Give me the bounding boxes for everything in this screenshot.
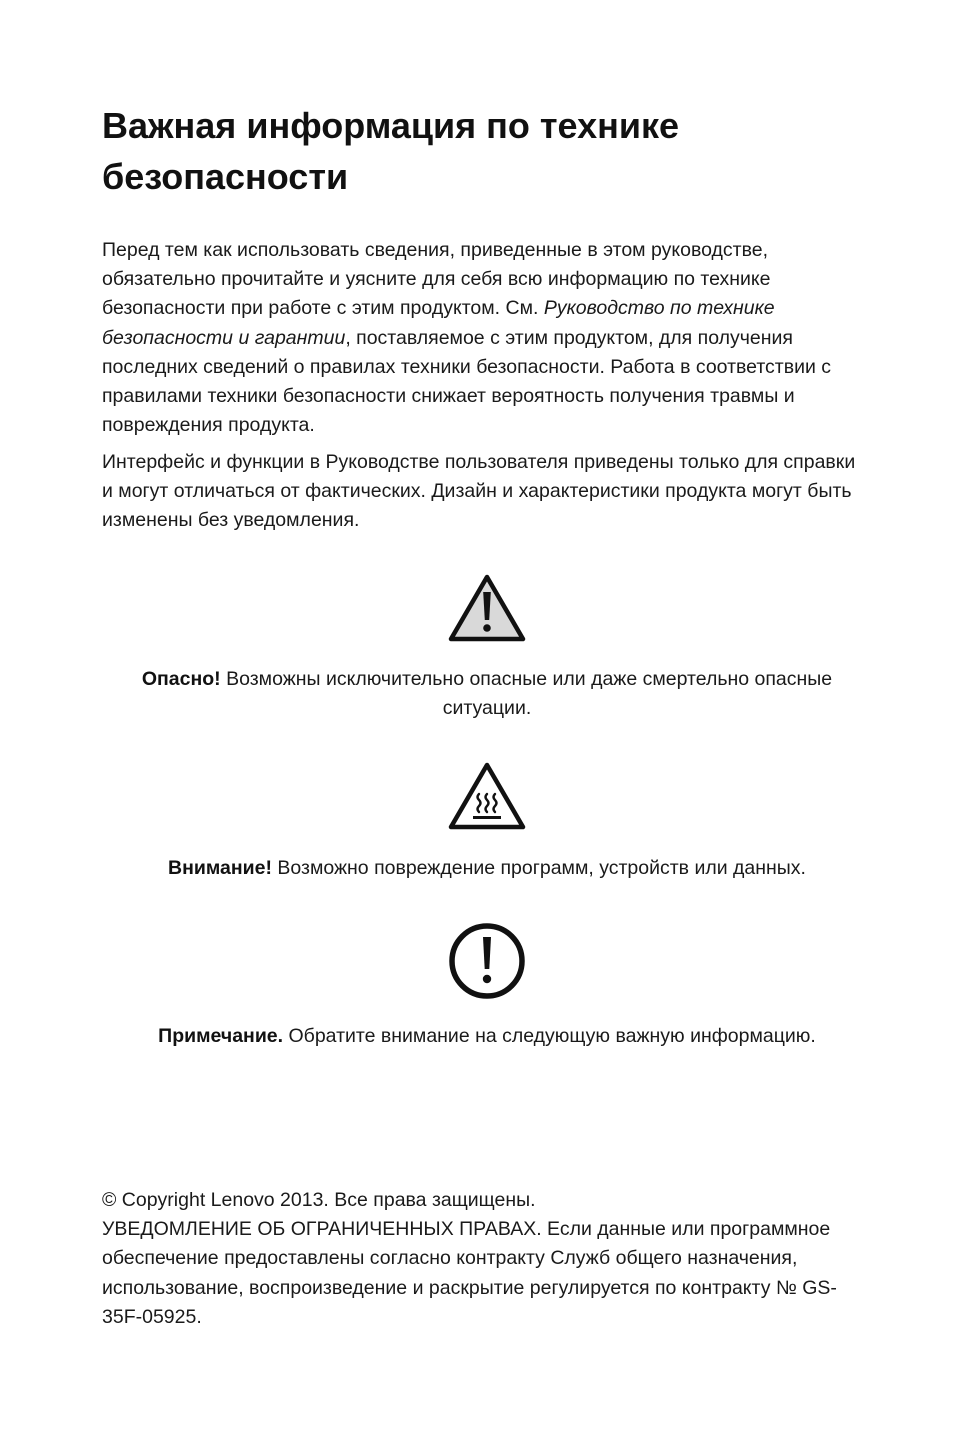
danger-notice — [102, 665, 872, 723]
disclaimer-paragraph: Интерфейс и функции в Руководстве пользователя приведены только для справки и могут отличаться от фактических. Дизайн и характеристики продукта могут быть изменены без уведомления. — [102, 451, 856, 532]
page-title — [102, 100, 862, 202]
hot-surface-triangle-icon — [448, 761, 526, 831]
guide-title-link-text: Руководство по технике безопасности и гарантии — [102, 297, 775, 349]
danger-text: Возможны исключительно опасные или даже смертельно опасные ситуации. — [220, 668, 833, 719]
restricted-rights-notice: УВЕДОМЛЕНИЕ ОБ ОГРАНИЧЕННЫХ ПРАВАХ. Если данные или программное обеспечение предоставлены согласно контракту Служб общего назначения, использование, воспроизведение и раскрытие регулируется по контракту № GS-35F-05925. — [102, 1218, 837, 1328]
page-title-line-1: Важная информация по технике — [102, 105, 680, 146]
intro-text-after: , поставляемое с этим продуктом, для получения последних сведений о правилах техники безопасности. Работа в соответствии с правилами техники безопасности снижает вероятность получения травмы и повреждения продукта. — [102, 326, 832, 437]
intro-text-before: Перед тем как использовать сведения, приведенные в этом руководстве, обязательно прочитайте и уясните для себя всю информацию по технике безопасности при работе с этим продуктом. См. — [102, 239, 771, 320]
note-circle-icon — [448, 922, 526, 1000]
danger-triangle-icon — [448, 573, 526, 643]
copyright-footer — [102, 1186, 862, 1332]
note-text: Обратите внимание на следующую важную информацию. — [283, 1025, 816, 1047]
page-title-line-2: безопасности — [102, 156, 349, 197]
caution-notice — [102, 854, 872, 883]
intro-paragraph — [102, 236, 862, 440]
danger-label: Опасно! — [141, 668, 221, 690]
caution-label: Внимание! — [168, 857, 272, 879]
caution-text: Возможно повреждение программ, устройств или данных. — [271, 857, 806, 879]
note-notice — [102, 1022, 872, 1051]
copyright-line: © Copyright Lenovo 2013. Все права защищены. — [102, 1189, 536, 1211]
note-label: Примечание. — [158, 1025, 284, 1047]
